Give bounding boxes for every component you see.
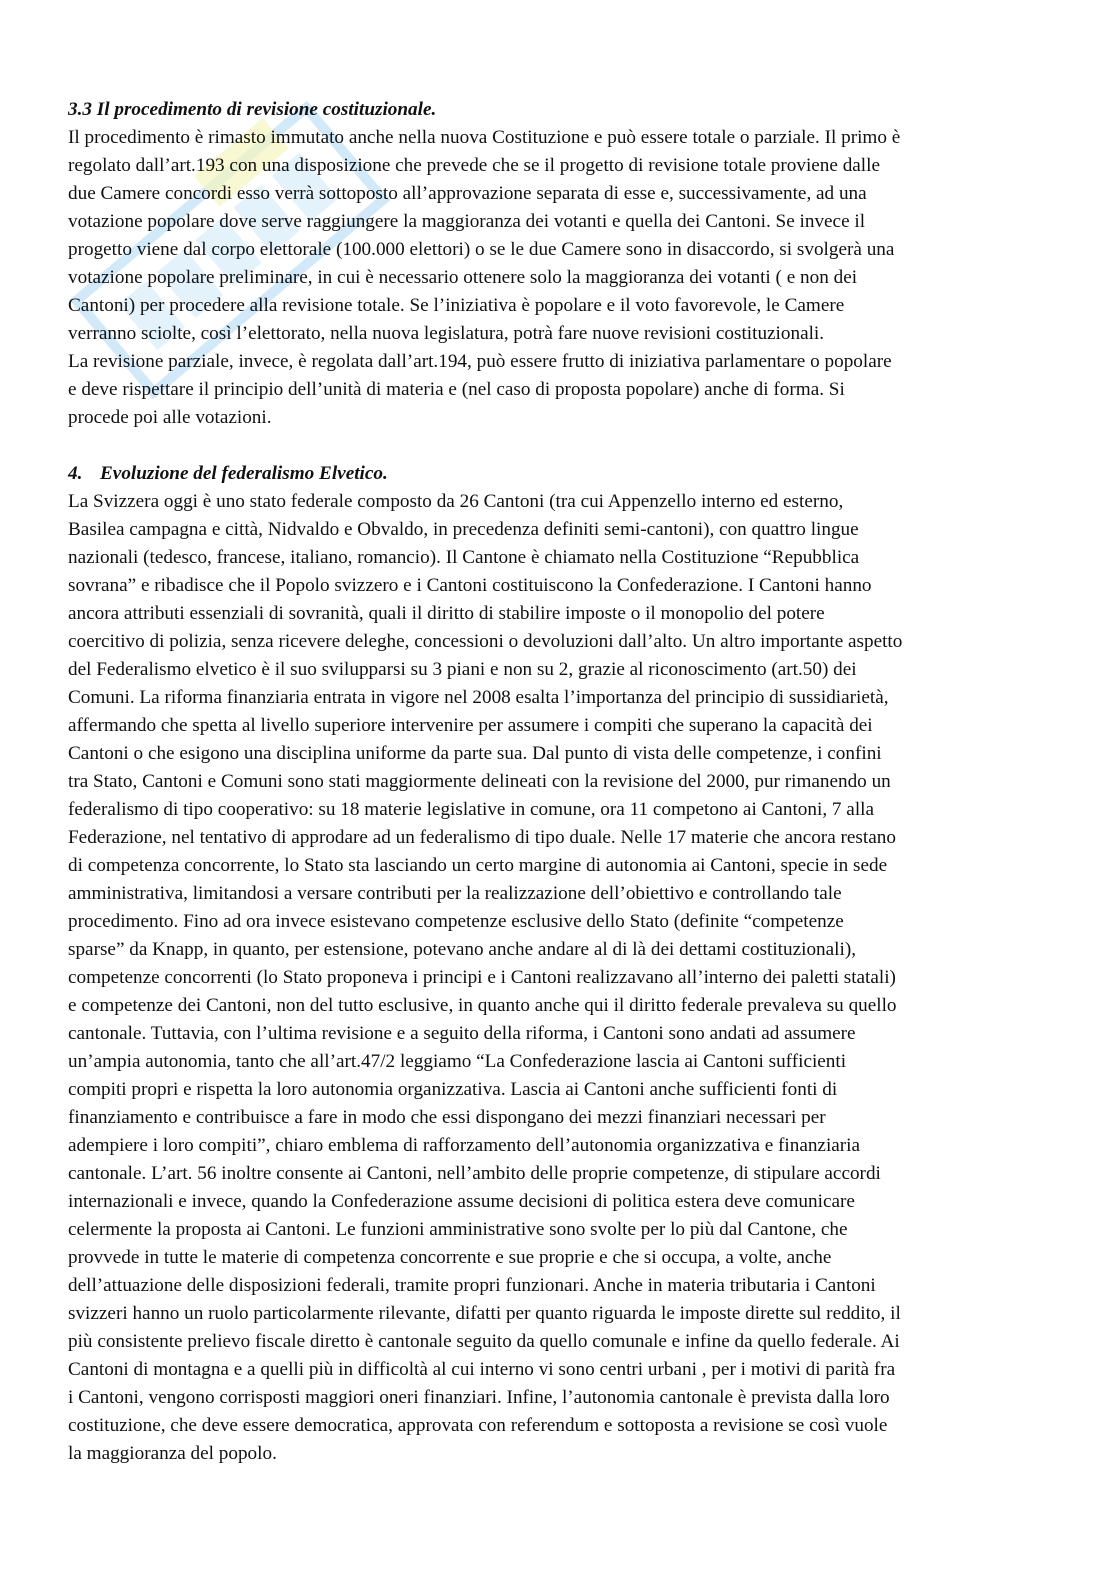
text-line: del Federalismo elvetico è il suo svilupparsi su 3 piani e non su 2, grazie al riconoscimento (art.50) dei (68, 659, 857, 680)
text-line: regolato dall’art.193 con una disposizione che prevede che se il progetto di revisione totale proviene dalle (68, 155, 880, 176)
text-line: amministrativa, limitandosi a versare contributi per la realizzazione dell’obiettivo e controllando tale (68, 883, 842, 904)
text-line: votazione popolare preliminare, in cui è necessario ottenere solo la maggioranza dei votanti ( e non dei (68, 267, 858, 288)
text-line: celermente la proposta ai Cantoni. Le funzioni amministrative sono svolte per lo più dal Cantone, che (68, 1219, 848, 1240)
text-line: e deve rispettare il principio dell’unità di materia e (nel caso di proposta popolare) anche di forma. Si (68, 379, 845, 400)
text-line: progetto viene dal corpo elettorale (100.000 elettori) o se le due Camere sono in disaccordo, si svolgerà una (68, 239, 895, 260)
text-line: di competenza concorrente, lo Stato sta lasciando un certo margine di autonomia ai Cantoni, specie in sede (68, 855, 888, 876)
text-line: cantonale. L’art. 56 inoltre consente ai Cantoni, nell’ambito delle proprie competenze, di stipulare accordi (68, 1163, 881, 1184)
text-line: affermando che spetta al livello superiore intervenire per assumere i compiti che superano la capacità dei (68, 715, 873, 736)
text-line: sparse” da Knapp, in quanto, per estensione, potevano anche andare al di là dei dettami costituzionali), (68, 939, 857, 960)
text-line: sovrana” e ribadisce che il Popolo svizzero e i Cantoni costituiscono la Confederazione. I Cantoni hanno (68, 575, 872, 596)
text-line: due Camere concordi esso verrà sottoposto all’approvazione separata di esse e, successivamente, ad una (68, 183, 867, 204)
section-spacer (68, 432, 1048, 460)
text-line: costituzione, che deve essere democratica, approvata con referendum e sottoposta a revisione se così vuole (68, 1415, 888, 1436)
text-line: verranno sciolte, così l’elettorato, nella nuova legislatura, potrà fare nuove revisioni costituzionali. (68, 323, 825, 344)
text-line: competenze concorrenti (lo Stato proponeva i principi e i Cantoni realizzavano all’interno dei paletti statali) (68, 967, 896, 988)
section-4-paragraph (68, 488, 1048, 1468)
text-line: federalismo di tipo cooperativo: su 18 materie legislative in comune, ora 11 competono ai Cantoni, 7 alla (68, 799, 875, 820)
text-line: i Cantoni, vengono corrisposti maggiori oneri finanziari. Infine, l’autonomia cantonale è prevista dalla loro (68, 1387, 890, 1408)
text-line: provvede in tutte le materie di competenza concorrente e sue proprie e che si occupa, a volte, anche (68, 1247, 832, 1268)
text-line: cantonale. Tuttavia, con l’ultima revisione e a seguito della riforma, i Cantoni sono andati ad assumere (68, 1023, 856, 1044)
text-line: La Svizzera oggi è uno stato federale composto da 26 Cantoni (tra cui Appenzello interno ed esterno, (68, 491, 844, 512)
text-line: e competenze dei Cantoni, non del tutto esclusive, in quanto anche qui il diritto federale prevaleva su quello (68, 995, 897, 1016)
text-line: Cantoni di montagna e a quelli più in difficoltà al cui interno vi sono centri urbani , per i motivi di parità fra (68, 1359, 896, 1380)
text-line: un’ampia autonomia, tanto che all’art.47/2 leggiamo “La Confederazione lascia ai Cantoni sufficienti (68, 1051, 847, 1072)
text-line: La revisione parziale, invece, è regolata dall’art.194, può essere frutto di iniziativa parlamentare o popolare (68, 351, 892, 372)
section-3-3-paragraph (68, 124, 1048, 432)
text-line: Basilea campagna e città, Nidvaldo e Obvaldo, in precedenza definiti semi-cantoni), con quattro lingue (68, 519, 859, 540)
section-4-title: Evoluzione del federalismo Elvetico. (100, 463, 388, 484)
text-line: ancora attributi essenziali di sovranità, quali il diritto di stabilire imposte o il monopolio del potere (68, 603, 825, 624)
section-4-heading (68, 460, 1048, 488)
text-line: Il procedimento è rimasto immutato anche nella nuova Costituzione e può essere totale o parziale. Il primo è (68, 127, 901, 148)
text-line: adempiere i loro compiti”, chiaro emblema di rafforzamento dell’autonomia organizzativa e finanziaria (68, 1135, 861, 1156)
text-line: finanziamento e contribuisce a fare in modo che essi dispongano dei mezzi finanziari necessari per (68, 1107, 826, 1128)
text-line: svizzeri hanno un ruolo particolarmente rilevante, difatti per quanto riguarda le imposte dirette sul reddito, il (68, 1303, 901, 1324)
section-4-number: 4. (68, 463, 83, 484)
text-line: internazionali e invece, quando la Confederazione assume decisioni di politica estera deve comunicare (68, 1191, 855, 1212)
text-line: Federazione, nel tentativo di approdare ad un federalismo di tipo duale. Nelle 17 materie che ancora restano (68, 827, 896, 848)
text-line: Comuni. La riforma finanziaria entrata in vigore nel 2008 esalta l’importanza del principio di sussidiarietà, (68, 687, 889, 708)
text-line: la maggioranza del popolo. (68, 1443, 277, 1464)
text-line: coercitivo di polizia, senza ricevere deleghe, concessioni o devoluzioni dall’alto. Un altro importante aspetto (68, 631, 903, 652)
text-line: procede poi alle votazioni. (68, 407, 272, 428)
text-line: tra Stato, Cantoni e Comuni sono stati maggiormente delineati con la revisione del 2000, pur rimanendo un (68, 771, 891, 792)
document-body (68, 96, 1048, 1468)
text-line: votazione popolare dove serve raggiungere la maggioranza dei votanti e quella dei Cantoni. Se invece il (68, 211, 866, 232)
text-line: Cantoni) per procedere alla revisione totale. Se l’iniziativa è popolare e il voto favorevole, le Camere (68, 295, 845, 316)
text-line: più consistente prelievo fiscale diretto è cantonale seguito da quello comunale e infine da quello federale. Ai (68, 1331, 900, 1352)
section-3-3-heading: 3.3 Il procedimento di revisione costituzionale. (68, 99, 437, 120)
text-line: Cantoni o che esigono una disciplina uniforme da parte sua. Dal punto di vista delle competenze, i confini (68, 743, 882, 764)
text-line: compiti propri e rispetta la loro autonomia organizzativa. Lascia ai Cantoni anche sufficienti fonti di (68, 1079, 838, 1100)
text-line: dell’attuazione delle disposizioni federali, tramite propri funzionari. Anche in materia tributaria i Cantoni (68, 1275, 876, 1296)
text-line: nazionali (tedesco, francese, italiano, romancio). Il Cantone è chiamato nella Costituzione “Repubblica (68, 547, 860, 568)
text-line: procedimento. Fino ad ora invece esistevano competenze esclusive dello Stato (definite “competenze (68, 911, 844, 932)
